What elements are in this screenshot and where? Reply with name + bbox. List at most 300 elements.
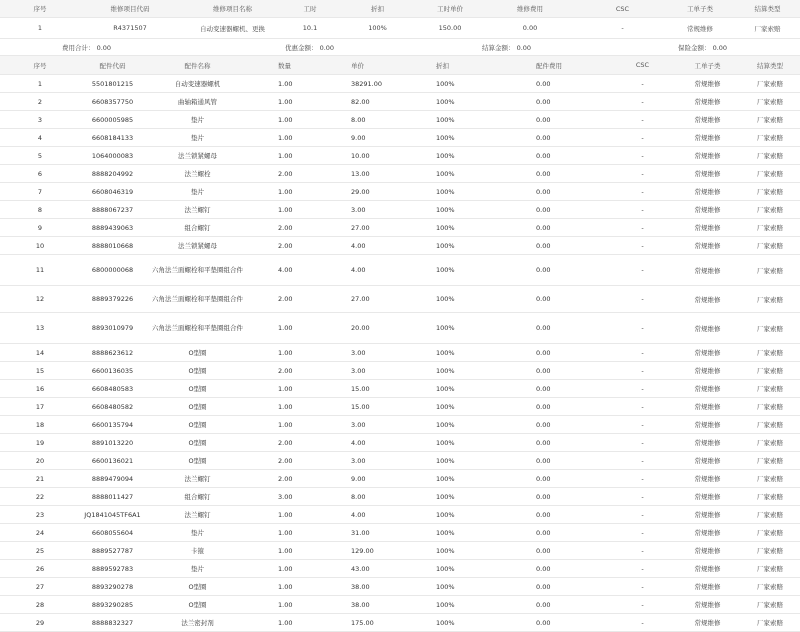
settlement-text: 厂家索赔: [757, 475, 783, 483]
csc-text: -: [641, 205, 644, 214]
settlement-text: 厂家索赔: [757, 170, 783, 178]
discount-cell: [430, 201, 536, 218]
settlement-cell: [740, 434, 800, 451]
discount-cell: [430, 129, 536, 146]
csc-cell: [610, 416, 675, 433]
subtype-cell: [675, 416, 740, 433]
discount-text: 100%: [436, 618, 455, 627]
code-cell: [80, 111, 145, 128]
settlement-cell: [740, 93, 800, 110]
price-cell: [345, 362, 436, 379]
qty-cell: [272, 147, 348, 164]
qty-text: 1.00: [278, 151, 293, 160]
fee-cell: [530, 183, 616, 200]
parts-row: [0, 93, 800, 111]
discount-text: 100%: [436, 384, 455, 393]
name-cell: [145, 313, 250, 343]
subtype-text: 常规维修: [694, 266, 721, 275]
discount-text: 100%: [436, 402, 455, 411]
name-text: O型圈: [188, 601, 207, 609]
settlement-text: 结算类型: [757, 61, 783, 70]
settlement-text: 厂家索赔: [757, 511, 783, 519]
code-cell: [80, 56, 145, 74]
discount-cell: [430, 470, 536, 487]
code-cell: [80, 416, 145, 433]
subtype-cell: [675, 614, 740, 631]
price-text: 8.00: [351, 115, 366, 124]
code-text: 6800000068: [91, 266, 134, 274]
settlement-text: 厂家索赔: [754, 24, 781, 33]
subtype-text: 常规维修: [694, 152, 721, 160]
subtype-text: 常规维修: [694, 583, 721, 591]
fee-text: 0.00: [536, 564, 551, 573]
code-text: 8889379226: [91, 295, 134, 303]
fee-text: 0.00: [536, 420, 551, 429]
discount-cell: [430, 524, 536, 541]
qty-text: 1.00: [278, 133, 293, 142]
discount-text: 100%: [436, 366, 455, 375]
name-text: 法兰螺钉: [184, 511, 211, 519]
qty-text: 1.00: [278, 348, 293, 357]
code-cell: [80, 596, 145, 613]
qty-cell: [272, 75, 348, 92]
csc-cell: [610, 313, 675, 343]
name-cell: [180, 0, 285, 17]
discount-cell: [430, 416, 536, 433]
subtype-text: 常规维修: [687, 24, 713, 33]
fee-text: 0.00: [536, 115, 551, 124]
csc-cell: [610, 596, 675, 613]
name-text: 法兰螺钉: [184, 206, 211, 214]
price-text: 27.00: [351, 295, 370, 303]
settlement-cell: [740, 344, 800, 361]
csc-text: -: [641, 133, 644, 142]
index-text: 14: [35, 348, 45, 357]
price-text: 3.00: [351, 456, 366, 465]
subtype-cell: [675, 398, 740, 415]
price-cell: [345, 524, 436, 541]
settlement-cell: [740, 488, 800, 505]
parts-row: [0, 286, 800, 313]
index-text: 15: [35, 366, 45, 375]
subtype-text: 工单子类: [694, 61, 721, 70]
price-cell: [345, 237, 436, 254]
code-text: 维修项目代码: [110, 5, 150, 13]
subtype-cell: [675, 219, 740, 236]
price-cell: [345, 434, 436, 451]
name-cell: [145, 488, 250, 505]
discount-cell: [430, 452, 536, 469]
price-cell: [345, 75, 436, 92]
repair-fee-text: 维修费用: [517, 5, 543, 13]
code-cell: [80, 614, 145, 631]
code-cell: [80, 219, 145, 236]
subtype-text: 常规维修: [694, 349, 721, 357]
fee-text: 0.00: [536, 456, 551, 465]
index-cell: [0, 183, 80, 200]
code-text: 8888067237: [91, 205, 134, 214]
qty-text: 4.00: [278, 266, 293, 274]
qty-cell: [272, 488, 348, 505]
code-text: 8888204992: [91, 169, 134, 178]
csc-cell: [610, 111, 675, 128]
qty-cell: [272, 237, 348, 254]
subtype-cell: [675, 201, 740, 218]
parts-row: [0, 524, 800, 542]
parts-row: [0, 255, 800, 286]
settlement-cell: [740, 147, 800, 164]
index-cell: [0, 237, 80, 254]
fee-text: 0.00: [536, 205, 551, 214]
fee-cell: [530, 75, 616, 92]
discount-text: 100%: [436, 133, 455, 142]
discount-text: 100%: [368, 24, 387, 32]
fee-text: 0.00: [536, 133, 551, 142]
parts-row: [0, 542, 800, 560]
fee-text: 0.00: [536, 241, 551, 250]
csc-text: -: [641, 510, 644, 519]
discount-text: 折扣: [436, 61, 449, 70]
repair-fee-cell: [480, 0, 580, 17]
name-text: 垫片: [191, 134, 204, 142]
discount-text: 折扣: [371, 5, 384, 13]
settlement-cell: [740, 286, 800, 312]
index-text: 13: [35, 324, 45, 332]
name-text: O型圈: [188, 349, 207, 357]
name-cell: [145, 93, 250, 110]
fee-cell: [530, 434, 616, 451]
price-text: 20.00: [351, 324, 370, 332]
code-text: 6608184133: [91, 133, 134, 142]
price-text: 3.00: [351, 205, 366, 214]
index-text: 22: [35, 492, 45, 501]
parts-row: [0, 380, 800, 398]
settlement-text: 厂家索赔: [757, 188, 783, 196]
price-text: 4.00: [351, 241, 366, 250]
discount-cell: [430, 183, 536, 200]
code-text: 6600136035: [91, 366, 134, 375]
name-text: 曲轴箱通风管: [178, 98, 217, 106]
index-text: 1: [37, 79, 43, 88]
code-cell: [80, 560, 145, 577]
csc-text: -: [641, 384, 644, 393]
insurance-amount: 保险金额： 0.00: [678, 43, 728, 52]
subtype-cell: [675, 524, 740, 541]
discount-cell: [430, 344, 536, 361]
name-text: 法兰密封剂: [181, 619, 214, 627]
parts-row: [0, 452, 800, 470]
index-text: 19: [35, 438, 45, 447]
name-text: 卡箍: [191, 547, 204, 555]
csc-text: -: [641, 223, 644, 232]
code-cell: [80, 286, 145, 312]
index-cell: [0, 542, 80, 559]
name-text: 垫片: [191, 565, 204, 573]
subtype-cell: [675, 596, 740, 613]
index-text: 12: [35, 295, 45, 303]
code-cell: [80, 470, 145, 487]
csc-text: -: [641, 266, 644, 274]
price-text: 38.00: [351, 600, 370, 609]
parts-row: [0, 201, 800, 219]
name-text: 垫片: [191, 188, 204, 196]
csc-cell: [610, 255, 675, 285]
name-cell: [145, 416, 250, 433]
subtype-text: 常规维修: [694, 367, 721, 375]
hour-price-cell: [420, 0, 480, 17]
price-cell: [345, 344, 436, 361]
settlement-text: 厂家索赔: [757, 529, 783, 537]
name-cell: [145, 596, 250, 613]
fee-text: 0.00: [536, 79, 551, 88]
qty-text: 2.00: [278, 456, 293, 465]
hours-text: 工时: [303, 5, 317, 13]
index-cell: [0, 380, 80, 397]
qty-cell: [272, 111, 348, 128]
discount-text: 100%: [436, 546, 455, 555]
code-text: 6608357750: [91, 97, 134, 106]
qty-text: 2.00: [278, 295, 293, 303]
name-cell: [145, 614, 250, 631]
fee-cell: [530, 416, 616, 433]
qty-cell: [272, 542, 348, 559]
settlement-text: 厂家索赔: [757, 295, 783, 304]
name-cell: [145, 286, 250, 312]
price-cell: [345, 578, 436, 595]
code-cell: [80, 18, 180, 38]
name-cell: [145, 129, 250, 146]
fee-text: 0.00: [536, 187, 551, 196]
fee-text: 0.00: [536, 348, 551, 357]
subtype-text: 常规维修: [694, 170, 721, 178]
parts-row: [0, 344, 800, 362]
settlement-cell: [740, 560, 800, 577]
name-text: O型圈: [188, 403, 207, 411]
price-cell: [345, 129, 436, 146]
discount-text: 100%: [436, 528, 455, 537]
price-cell: [345, 614, 436, 631]
settlement-cell: [740, 416, 800, 433]
price-cell: [345, 111, 436, 128]
discount-text: 100%: [436, 474, 455, 483]
index-text: 3: [37, 115, 43, 124]
discount-text: 100%: [436, 241, 455, 250]
code-cell: [80, 129, 145, 146]
parts-row: [0, 183, 800, 201]
qty-text: 2.00: [278, 223, 293, 232]
index-cell: [0, 147, 80, 164]
qty-cell: [272, 255, 348, 285]
price-text: 29.00: [351, 187, 370, 196]
subtype-text: 常规维修: [694, 475, 721, 483]
fee-cell: [530, 165, 616, 182]
settlement-text: 厂家索赔: [757, 80, 783, 88]
discount-cell: [430, 434, 536, 451]
csc-cell: [610, 578, 675, 595]
fee-cell: [530, 578, 616, 595]
code-cell: [80, 165, 145, 182]
subtype-cell: [675, 313, 740, 343]
discount-cell: [430, 56, 536, 74]
price-text: 15.00: [351, 402, 370, 411]
qty-cell: [272, 614, 348, 631]
price-text: 3.00: [351, 348, 366, 357]
code-text: 8893010979: [91, 324, 134, 332]
name-text: 垫片: [191, 529, 204, 537]
name-text: 垫片: [191, 116, 204, 124]
price-text: 9.00: [351, 133, 366, 142]
index-cell: [0, 524, 80, 541]
index-text: 4: [37, 133, 43, 142]
csc-text: -: [641, 241, 644, 250]
settlement-cell: [740, 362, 800, 379]
settlement-cell: [740, 506, 800, 523]
settlement-cell: [740, 578, 800, 595]
parts-row: [0, 111, 800, 129]
discount-cell: [430, 542, 536, 559]
subtype-cell: [675, 578, 740, 595]
code-cell: [80, 237, 145, 254]
price-text: 3.00: [351, 420, 366, 429]
index-cell: [0, 165, 80, 182]
price-text: 27.00: [351, 223, 370, 232]
qty-text: 数量: [278, 61, 291, 70]
index-cell: [0, 201, 80, 218]
index-text: 2: [37, 97, 43, 106]
discount-cell: [430, 147, 536, 164]
csc-text: -: [641, 582, 644, 591]
index-cell: [0, 56, 80, 74]
fee-total: 费用合计： 0.00: [62, 43, 112, 52]
qty-cell: [272, 560, 348, 577]
csc-text: -: [641, 366, 644, 375]
index-text: 18: [35, 420, 45, 429]
subtype-text: 常规维修: [694, 98, 721, 106]
name-text: 配件名称: [184, 61, 211, 70]
fee-text: 0.00: [536, 492, 551, 501]
parts-row: [0, 398, 800, 416]
index-cell: [0, 111, 80, 128]
name-cell: [145, 362, 250, 379]
code-cell: [80, 506, 145, 523]
settlement-text: 厂家索赔: [757, 493, 783, 501]
settlement-text: 厂家索赔: [757, 367, 783, 375]
parts-row: [0, 165, 800, 183]
subtype-cell: [665, 0, 735, 17]
repair-fee-text: 0.00: [522, 24, 538, 32]
parts-row: [0, 434, 800, 452]
discount-cell: [430, 398, 536, 415]
settlement-text: 厂家索赔: [757, 242, 783, 250]
qty-text: 2.00: [278, 438, 293, 447]
fee-cell: [530, 111, 616, 128]
code-text: 5501801215: [91, 79, 134, 88]
price-text: 129.00: [351, 546, 374, 555]
discount-cell: [430, 286, 536, 312]
fee-cell: [530, 129, 616, 146]
qty-text: 1.00: [278, 97, 293, 106]
settlement-text: 厂家索赔: [757, 152, 783, 160]
fee-cell: [530, 56, 616, 74]
settlement-cell: [740, 542, 800, 559]
index-text: 9: [37, 223, 43, 232]
settlement-cell: [740, 470, 800, 487]
parts-row: [0, 506, 800, 524]
qty-text: 2.00: [278, 474, 293, 483]
qty-text: 1.00: [278, 564, 293, 573]
price-text: 38.00: [351, 582, 370, 591]
fee-cell: [530, 255, 616, 285]
index-cell: [0, 219, 80, 236]
fee-text: 0.00: [536, 582, 551, 591]
code-text: 8888623612: [91, 348, 134, 357]
subtype-cell: [675, 470, 740, 487]
csc-cell: [580, 0, 665, 17]
code-cell: [80, 524, 145, 541]
discount-text: 100%: [436, 510, 455, 519]
settlement-cell: [735, 18, 800, 38]
settlement-text: 厂家索赔: [757, 224, 783, 232]
code-text: 6600135794: [91, 420, 134, 429]
parts-row: [0, 488, 800, 506]
code-cell: [80, 201, 145, 218]
fee-text: 0.00: [536, 223, 551, 232]
csc-text: -: [641, 420, 644, 429]
csc-cell: [610, 344, 675, 361]
subtype-text: 常规维修: [694, 457, 721, 465]
price-text: 4.00: [351, 438, 366, 447]
index-cell: [0, 488, 80, 505]
qty-text: 1.00: [278, 79, 293, 88]
fee-cell: [530, 452, 616, 469]
settlement-text: 厂家索赔: [757, 134, 783, 142]
subtype-text: 常规维修: [694, 547, 721, 555]
qty-text: 2.00: [278, 241, 293, 250]
parts-row: [0, 313, 800, 344]
settlement-amount: 结算金额： 0.00: [482, 43, 532, 52]
index-cell: [0, 75, 80, 92]
subtype-cell: [675, 452, 740, 469]
index-text: 7: [37, 187, 43, 196]
csc-text: -: [641, 564, 644, 573]
parts-table: [0, 56, 800, 632]
csc-text: -: [641, 600, 644, 609]
qty-text: 2.00: [278, 169, 293, 178]
csc-cell: [610, 75, 675, 92]
parts-row: [0, 362, 800, 380]
settlement-text: 厂家索赔: [757, 547, 783, 555]
subtype-text: 常规维修: [694, 511, 721, 519]
qty-cell: [272, 129, 348, 146]
fee-cell: [530, 560, 616, 577]
code-cell: [80, 434, 145, 451]
code-text: 8889439063: [91, 223, 134, 232]
name-text: O型圈: [188, 439, 207, 447]
index-cell: [0, 560, 80, 577]
name-cell: [145, 398, 250, 415]
code-text: 6608055604: [91, 528, 134, 537]
subtype-text: 常规维修: [694, 224, 721, 232]
discount-cell: [430, 506, 536, 523]
csc-cell: [610, 129, 675, 146]
subtype-text: 常规维修: [694, 116, 721, 124]
qty-text: 1.00: [278, 618, 293, 627]
service-row: [0, 18, 800, 39]
discount-cell: [430, 255, 536, 285]
fee-text: 0.00: [536, 366, 551, 375]
qty-cell: [272, 398, 348, 415]
qty-text: 1.00: [278, 582, 293, 591]
